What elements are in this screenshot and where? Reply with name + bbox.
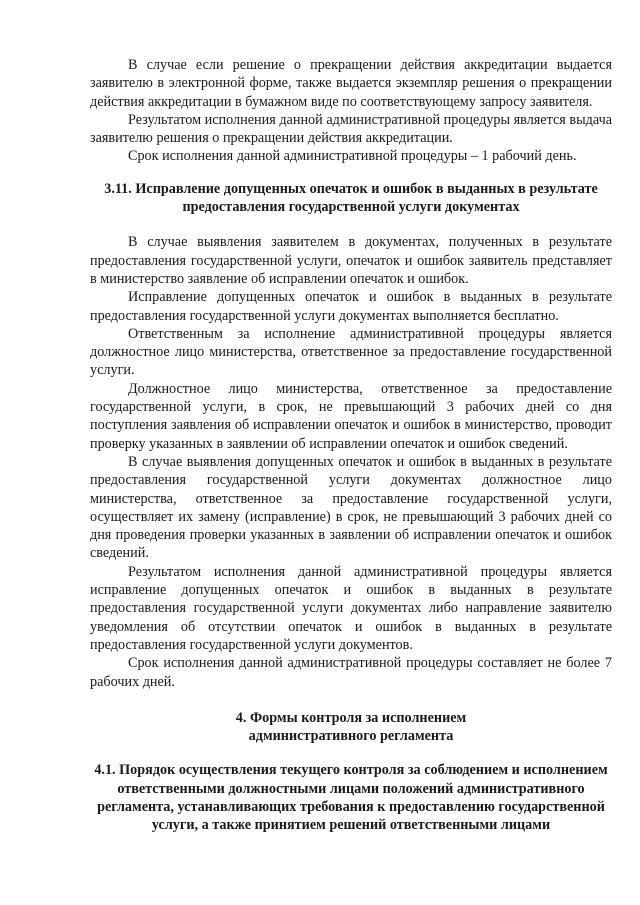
paragraph-free-correction: Исправление допущенных опечаток и ошибок в выданных в результате предоставления государственной услуги документах выполняется бесплатно. [90, 289, 612, 324]
section-heading-3-11 [90, 180, 612, 217]
heading-line: 4.1. Порядок осуществления текущего контроля за соблюдением и исполнением [94, 762, 608, 779]
paragraph-term-seven-days: Срок исполнения данной административной процедуры составляет не более 7 рабочих дней. [90, 655, 612, 690]
paragraph-result-correction: Результатом исполнения данной административной процедуры является исправление допущенных опечаток и ошибок в выданных в результате предоставления государственной услуги документах либо направление заявителю уведомления об отсутствии опечаток и ошибок в выданных в результате предоставления государственной услуги документов. [90, 563, 612, 653]
paragraph-term-one-day: Срок исполнения данной административной процедуры – 1 рабочий день. [128, 148, 577, 165]
paragraph-verification-term: Должностное лицо министерства, ответственное за предоставление государственной услуги, в срок, не превышающий 3 рабочих дней со дня поступления заявления об исправлении опечаток и ошибок в министерство, проводит проверку указанных в заявлении об исправлении опечаток и ошибок сведений. [90, 380, 612, 452]
heading-line: 3.11. Исправление допущенных опечаток и ошибок в выданных в результате [104, 180, 598, 197]
paragraph-errors-detected: В случае выявления заявителем в документах, полученных в результате предоставления государственной услуги, опечаток и ошибок заявитель представляет в министерство заявление об исправлении опечаток и ошибок. [90, 234, 612, 287]
heading-line: 4. Формы контроля за исполнением [235, 709, 467, 726]
paragraph-electronic-form: В случае если решение о прекращении действия аккредитации выдается заявителю в электронной форме, также выдается экземпляр решения о прекращении действия аккредитации в бумажном виде по соответствующему запросу заявителя. [90, 57, 612, 110]
paragraph-replacement: В случае выявления допущенных опечаток и ошибок в выданных в результате предоставления государственной услуги документах должностное лицо министерства, ответственное за предоставление государственной услуги, осуществляет их замену (исправление) в срок, не превышающий 3 рабочих дней со дня проведения проверки указанных в заявлении об исправлении опечаток и ошибок сведений. [90, 453, 612, 562]
heading-line: предоставления государственной услуги документах [182, 199, 520, 216]
heading-line: услуги, а также принятием решений ответственными лицами [151, 817, 551, 834]
paragraph-responsible-official: Ответственным за исполнение административной процедуры является должностное лицо министерства, ответственное за предоставление государственной услуги. [90, 325, 612, 379]
paragraph-result-termination: Результатом исполнения данной административной процедуры является выдача заявителю решения о прекращении действия аккредитации. [90, 111, 612, 147]
heading-line: административного регламента [248, 728, 454, 745]
section-heading-4 [90, 709, 612, 746]
section-heading-4-1 [90, 761, 612, 834]
heading-line: регламента, устанавливающих требования к предоставлению государственной [97, 798, 605, 815]
heading-line: ответственными должностными лицами положений административного [117, 780, 585, 797]
